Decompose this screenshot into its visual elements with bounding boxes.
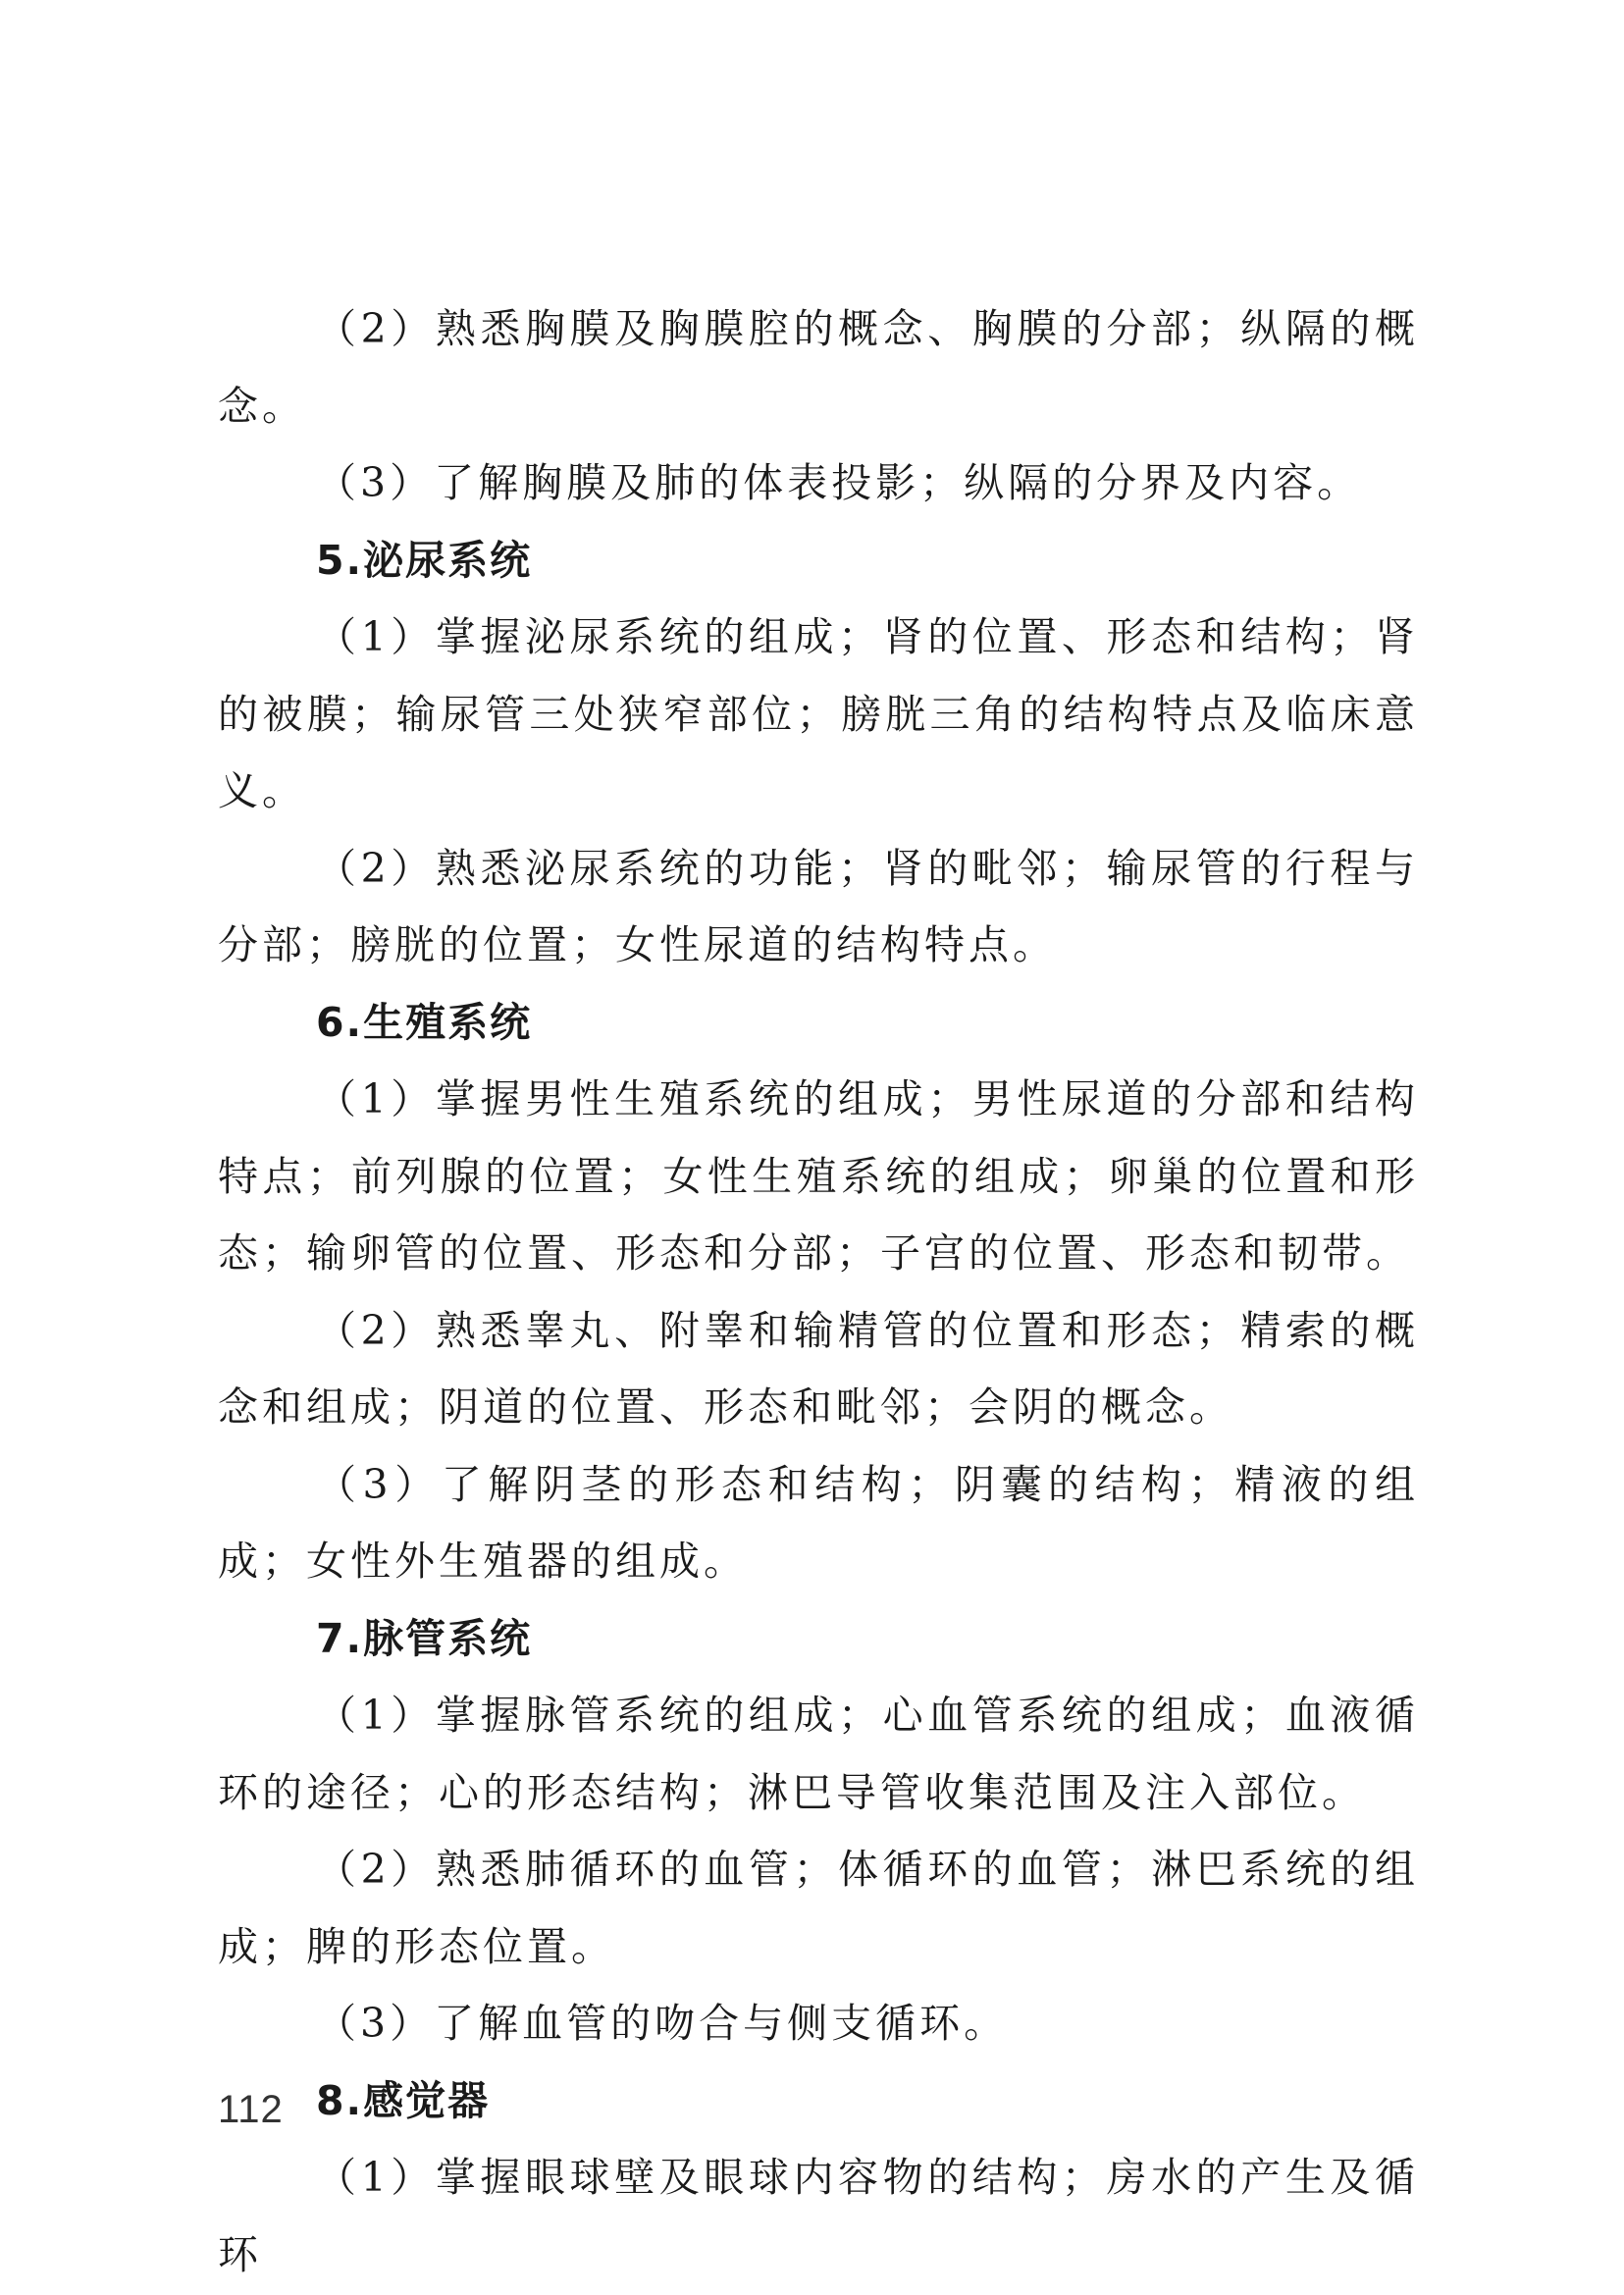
paragraph-urinary-familiar: （2）熟悉泌尿系统的功能；肾的毗邻；输尿管的行程与分部；膀胱的位置；女性尿道的结构特点。 <box>218 844 1419 968</box>
page-number: 112 <box>218 2088 284 2131</box>
paragraph-sensory-master: （1）掌握眼球壁及眼球内容物的结构；房水的产生及循环 <box>218 2154 1419 2278</box>
paragraph-pleura-familiar: （2）熟悉胸膜及胸膜腔的概念、胸膜的分部；纵隔的概念。 <box>218 305 1419 430</box>
section-heading-reproductive: 6.生殖系统 <box>316 998 533 1046</box>
paragraph-reproductive-understand: （3）了解阴茎的形态和结构；阴囊的结构；精液的组成；女性外生殖器的组成。 <box>218 1460 1419 1585</box>
paragraph-vascular-understand: （3）了解血管的吻合与侧支循环。 <box>316 2000 1009 2047</box>
paragraph-pleura-understand: （3）了解胸膜及肺的体表投影；纵隔的分界及内容。 <box>316 459 1362 506</box>
document-body <box>218 290 1419 2293</box>
paragraph-reproductive-master: （1）掌握男性生殖系统的组成；男性尿道的分部和结构特点；前列腺的位置；女性生殖系统的组成；卵巢的位置和形态；输卵管的位置、形态和分部；子宫的位置、形态和韧带。 <box>218 1075 1419 1277</box>
section-heading-vascular: 7.脉管系统 <box>316 1614 533 1662</box>
paragraph-reproductive-familiar: （2）熟悉睾丸、附睾和输精管的位置和形态；精索的概念和组成；阴道的位置、形态和毗邻；会阴的概念。 <box>218 1306 1419 1431</box>
paragraph-urinary-master: （1）掌握泌尿系统的组成；肾的位置、形态和结构；肾的被膜；输尿管三处狭窄部位；膀胱三角的结构特点及临床意义。 <box>218 613 1419 814</box>
section-heading-sensory: 8.感觉器 <box>316 2076 491 2124</box>
paragraph-vascular-familiar: （2）熟悉肺循环的血管；体循环的血管；淋巴系统的组成；脾的形态位置。 <box>218 1846 1419 1970</box>
paragraph-vascular-master: （1）掌握脉管系统的组成；心血管系统的组成；血液循环的途径；心的形态结构；淋巴导管收集范围及注入部位。 <box>218 1692 1419 1816</box>
section-heading-urinary: 5.泌尿系统 <box>316 536 533 584</box>
